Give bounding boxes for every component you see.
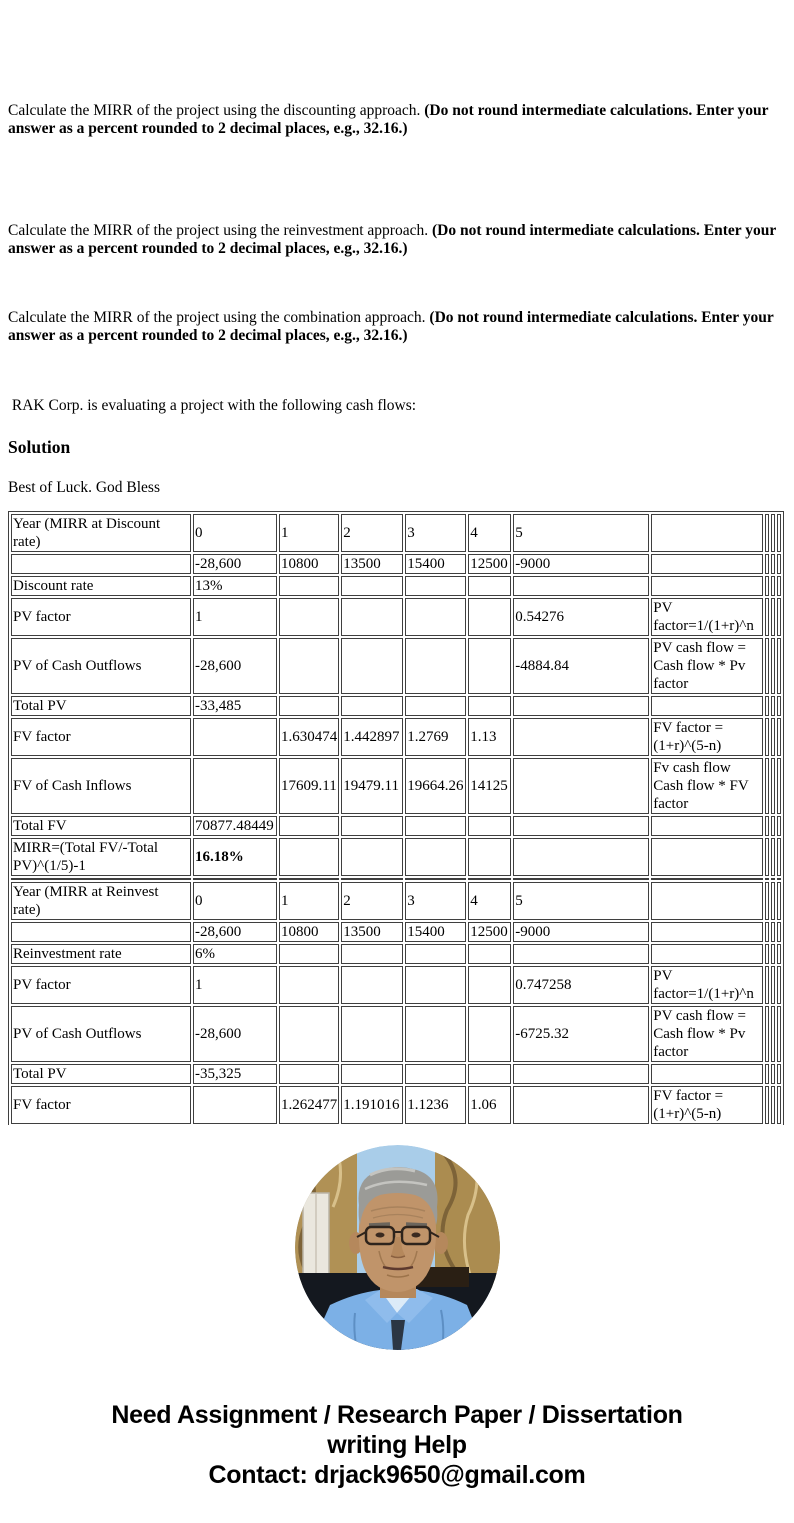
value-cell: Fv cash flow Cash flow * FV factor [651,758,763,814]
empty-cell [771,878,775,880]
table-row [11,816,781,836]
value-cell [651,1064,763,1084]
row-label-cell [11,554,191,574]
table-row [11,878,781,880]
value-cell: 1.13 [468,718,511,756]
value-cell: -28,600 [193,1006,277,1062]
value-cell: 0.747258 [513,966,649,1004]
value-cell: 16.18% [193,838,277,876]
value-cell [405,878,466,880]
value-cell [279,944,339,964]
value-cell: 0.54276 [513,598,649,636]
value-cell [651,882,763,920]
empty-cell [777,816,781,836]
value-cell [513,816,649,836]
empty-cell [765,598,769,636]
value-cell: 70877.48449 [193,816,277,836]
value-cell [651,554,763,574]
empty-cell [771,598,775,636]
empty-cell [765,882,769,920]
row-label-cell: FV factor [11,1086,191,1124]
value-cell: 12500 [468,554,511,574]
row-label-cell: FV of Cash Inflows [11,758,191,814]
value-cell [405,576,466,596]
value-cell [468,1006,511,1062]
row-label-cell: MIRR=(Total FV/-Total PV)^(1/5)-1 [11,838,191,876]
value-cell [651,816,763,836]
value-cell: 1.1236 [405,1086,466,1124]
row-label-cell [11,878,191,880]
value-cell [341,966,403,1004]
empty-cell [777,638,781,694]
value-cell: PV factor=1/(1+r)^n [651,966,763,1004]
value-cell: -28,600 [193,638,277,694]
table-row [11,696,781,716]
empty-cell [771,882,775,920]
empty-cell [771,966,775,1004]
value-cell: FV factor = (1+r)^(5-n) [651,1086,763,1124]
table-row [11,758,781,814]
question-reinvestment-approach [8,222,786,258]
solution-table-body [11,514,781,1124]
empty-cell [771,696,775,716]
empty-cell [771,514,775,552]
value-cell [405,838,466,876]
empty-cell [771,718,775,756]
row-label-cell: Total PV [11,696,191,716]
table-row [11,922,781,942]
value-cell [405,966,466,1004]
value-cell [279,1006,339,1062]
question-discounting-approach [8,102,786,138]
value-cell [651,944,763,964]
value-cell: 1.262477 [279,1086,339,1124]
value-cell: 1.191016 [341,1086,403,1124]
empty-cell [771,1006,775,1062]
tutor-photo [295,1145,500,1350]
empty-cell [771,816,775,836]
footer-help-line2: writing Help [327,1431,467,1459]
value-cell: -28,600 [193,922,277,942]
value-cell [513,758,649,814]
empty-cell [771,838,775,876]
value-cell [513,944,649,964]
value-cell [468,878,511,880]
value-cell [341,944,403,964]
value-cell: 4 [468,514,511,552]
value-cell [513,1064,649,1084]
tutor-portrait-illustration [295,1145,500,1350]
value-cell: 2 [341,882,403,920]
footer-contact-email: Contact: drjack9650@gmail.com [208,1461,586,1489]
footer-ad [8,1400,786,1490]
value-cell [193,878,277,880]
value-cell [341,1064,403,1084]
value-cell [651,696,763,716]
empty-cell [771,922,775,942]
question-combination-approach [8,309,786,345]
empty-cell [777,598,781,636]
empty-cell [777,1006,781,1062]
value-cell [405,598,466,636]
value-cell: 1 [193,966,277,1004]
value-cell [468,1064,511,1084]
value-cell: 3 [405,514,466,552]
value-cell [405,1064,466,1084]
intro-text: RAK Corp. is evaluating a project with the following cash flows: [8,397,417,414]
row-label-cell: PV factor [11,966,191,1004]
question-instruction: (Do not round intermediate calculations. Enter your answer as a percent rounded to 2 decimal places, e.g., 32.16.) [8,309,774,344]
value-cell: 1.2769 [405,718,466,756]
value-cell [405,816,466,836]
empty-cell [765,638,769,694]
value-cell [468,598,511,636]
value-cell: 1 [279,882,339,920]
empty-cell [777,758,781,814]
value-cell [279,966,339,1004]
value-cell: 1 [193,598,277,636]
empty-cell [777,878,781,880]
empty-cell [777,718,781,756]
table-row [11,1086,781,1124]
empty-cell [777,922,781,942]
value-cell: 15400 [405,554,466,574]
value-cell [279,696,339,716]
empty-cell [771,758,775,814]
row-label-cell: Discount rate [11,576,191,596]
value-cell: 19664.26 [405,758,466,814]
empty-cell [771,638,775,694]
empty-cell [771,944,775,964]
empty-cell [765,1086,769,1124]
value-cell: -4884.84 [513,638,649,694]
question-text: Calculate the MIRR of the project using the discounting approach. [8,102,425,119]
value-cell [405,944,466,964]
row-label-cell: PV of Cash Outflows [11,1006,191,1062]
value-cell [341,576,403,596]
value-cell [468,944,511,964]
empty-cell [765,554,769,574]
value-cell [405,638,466,694]
solution-heading: Solution [8,437,71,457]
value-cell: 13500 [341,554,403,574]
table-row [11,1006,781,1062]
empty-cell [777,696,781,716]
value-cell: 5 [513,882,649,920]
empty-cell [765,718,769,756]
value-cell [468,638,511,694]
value-cell: 10800 [279,554,339,574]
value-cell [279,576,339,596]
value-cell [651,838,763,876]
table-row [11,718,781,756]
row-label-cell: FV factor [11,718,191,756]
row-label-cell: Year (MIRR at Discount rate) [11,514,191,552]
value-cell: -28,600 [193,554,277,574]
value-cell [341,816,403,836]
empty-cell [765,816,769,836]
row-label-cell: Year (MIRR at Reinvest rate) [11,882,191,920]
value-cell [468,576,511,596]
value-cell: 14125 [468,758,511,814]
value-cell [279,816,339,836]
empty-cell [777,514,781,552]
value-cell: -6725.32 [513,1006,649,1062]
empty-cell [777,1086,781,1124]
value-cell: 0 [193,514,277,552]
value-cell [279,1064,339,1084]
value-cell [341,878,403,880]
value-cell: -9000 [513,922,649,942]
value-cell [513,696,649,716]
empty-cell [771,1064,775,1084]
value-cell: 1.442897 [341,718,403,756]
value-cell: -33,485 [193,696,277,716]
value-cell [651,878,763,880]
empty-cell [765,1006,769,1062]
row-label-cell: PV factor [11,598,191,636]
value-cell: 1.630474 [279,718,339,756]
value-cell: PV cash flow = Cash flow * Pv factor [651,1006,763,1062]
empty-cell [771,576,775,596]
value-cell [651,576,763,596]
table-row [11,882,781,920]
value-cell [341,838,403,876]
value-cell: 17609.11 [279,758,339,814]
value-cell [193,1086,277,1124]
empty-cell [777,966,781,1004]
value-cell [468,838,511,876]
empty-cell [765,878,769,880]
value-cell [193,718,277,756]
blessing-text: Best of Luck. God Bless [8,479,160,496]
table-row [11,638,781,694]
value-cell [341,638,403,694]
value-cell: 3 [405,882,466,920]
value-cell: 15400 [405,922,466,942]
row-label-cell: Total PV [11,1064,191,1084]
value-cell [193,758,277,814]
value-cell [405,1006,466,1062]
value-cell: 13% [193,576,277,596]
value-cell [513,1086,649,1124]
value-cell [341,1006,403,1062]
value-cell [651,922,763,942]
empty-cell [771,554,775,574]
value-cell [468,966,511,1004]
value-cell [513,718,649,756]
value-cell [651,514,763,552]
empty-cell [777,576,781,596]
empty-cell [765,696,769,716]
empty-cell [765,1064,769,1084]
table-row [11,514,781,552]
table-row [11,838,781,876]
empty-cell [765,944,769,964]
question-text: Calculate the MIRR of the project using the reinvestment approach. [8,222,432,239]
value-cell [341,696,403,716]
row-label-cell [11,922,191,942]
empty-cell [777,554,781,574]
empty-cell [777,944,781,964]
empty-cell [765,966,769,1004]
table-row [11,944,781,964]
value-cell: 6% [193,944,277,964]
question-instruction: (Do not round intermediate calculations. Enter your answer as a percent rounded to 2 decimal places, e.g., 32.16.) [8,222,776,257]
value-cell: 10800 [279,922,339,942]
value-cell: -9000 [513,554,649,574]
value-cell [468,696,511,716]
value-cell: PV factor=1/(1+r)^n [651,598,763,636]
value-cell [341,598,403,636]
empty-cell [777,882,781,920]
empty-cell [765,758,769,814]
value-cell: PV cash flow = Cash flow * Pv factor [651,638,763,694]
row-label-cell: Reinvestment rate [11,944,191,964]
value-cell: -35,325 [193,1064,277,1084]
value-cell: 19479.11 [341,758,403,814]
value-cell [513,878,649,880]
question-text: Calculate the MIRR of the project using the combination approach. [8,309,430,326]
value-cell: 13500 [341,922,403,942]
value-cell [279,598,339,636]
value-cell [279,878,339,880]
value-cell [405,696,466,716]
empty-cell [777,1064,781,1084]
value-cell [279,838,339,876]
value-cell: 1.06 [468,1086,511,1124]
empty-cell [765,514,769,552]
avatar-section [8,1145,786,1350]
table-row [11,598,781,636]
value-cell: FV factor = (1+r)^(5-n) [651,718,763,756]
value-cell [513,838,649,876]
table-row [11,1064,781,1084]
empty-cell [771,1086,775,1124]
value-cell: 1 [279,514,339,552]
value-cell: 2 [341,514,403,552]
value-cell: 5 [513,514,649,552]
question-instruction: (Do not round intermediate calculations. Enter your answer as a percent rounded to 2 decimal places, e.g., 32.16.) [8,102,769,137]
empty-cell [765,576,769,596]
solution-table [8,511,784,1125]
empty-cell [765,838,769,876]
empty-cell [777,838,781,876]
value-cell [279,638,339,694]
value-cell [513,576,649,596]
table-row [11,576,781,596]
table-row [11,966,781,1004]
value-cell [468,816,511,836]
value-cell: 0 [193,882,277,920]
row-label-cell: Total FV [11,816,191,836]
empty-cell [765,922,769,942]
value-cell: 12500 [468,922,511,942]
row-label-cell: PV of Cash Outflows [11,638,191,694]
table-row [11,554,781,574]
solution-table-container [8,511,788,1125]
value-cell: 4 [468,882,511,920]
footer-help-line1: Need Assignment / Research Paper / Dissertation [111,1401,683,1429]
